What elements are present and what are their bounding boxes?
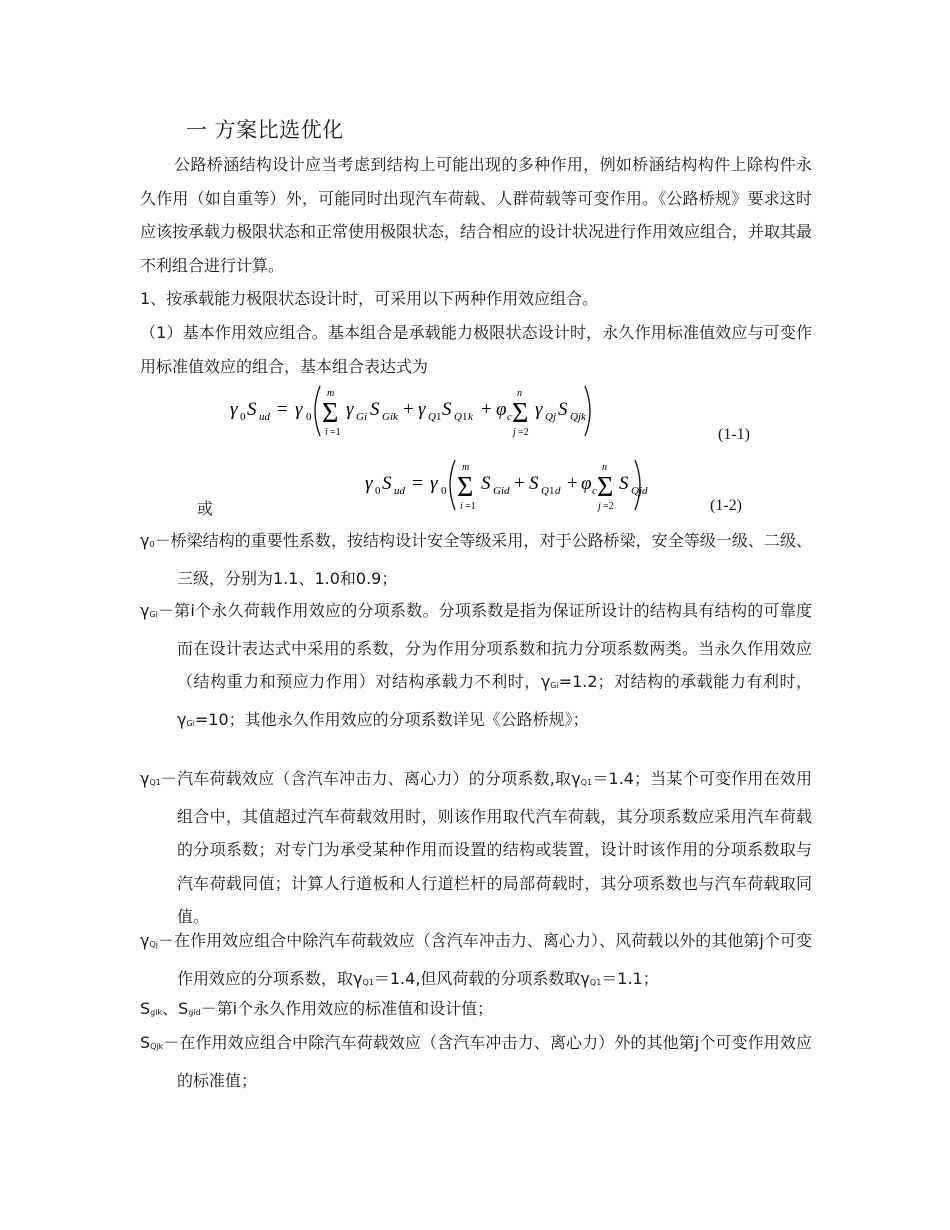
item-1-1: （1）基本作用效应组合。基本组合是承载能力极限状态设计时，永久作用标准值效应与可变作用标准值效应的组合，基本组合表达式为 <box>140 323 812 376</box>
definition-s-gik: Sgik、Sgid－第i个永久作用效应的标准值和设计值； <box>140 999 494 1018</box>
svg-text:γ: γ <box>430 473 438 494</box>
svg-text:S: S <box>619 473 629 494</box>
svg-text:0: 0 <box>240 411 246 423</box>
svg-text:c: c <box>592 485 597 497</box>
section-heading: 一 方案比选优化 <box>186 118 344 142</box>
svg-text:ud: ud <box>259 411 270 423</box>
formula-1-2-right-paren <box>632 456 646 514</box>
svg-text:γ: γ <box>418 399 426 420</box>
svg-text:1: 1 <box>462 411 468 423</box>
svg-text:+: + <box>567 473 578 494</box>
svg-text:m: m <box>462 462 470 473</box>
svg-text:γ: γ <box>535 399 543 420</box>
svg-text:0: 0 <box>441 485 447 497</box>
equation-number-1-2: (1-2) <box>710 497 742 514</box>
svg-text:Qj: Qj <box>545 411 556 423</box>
svg-text:Q: Q <box>541 485 549 497</box>
or-label: 或 <box>197 499 214 518</box>
svg-text:Qjd: Qjd <box>631 485 648 497</box>
svg-text:S: S <box>481 473 491 494</box>
svg-text:j: j <box>598 501 601 512</box>
svg-text:Σ: Σ <box>597 472 614 503</box>
formula-1-2 <box>363 456 648 514</box>
svg-text:n: n <box>517 388 522 399</box>
svg-text:Σ: Σ <box>322 398 339 429</box>
svg-text:Gid: Gid <box>493 485 510 497</box>
svg-text:=: = <box>277 399 288 420</box>
svg-text:Gi: Gi <box>356 411 367 423</box>
svg-text:S: S <box>558 399 568 420</box>
svg-text:φ: φ <box>496 399 507 420</box>
svg-text:0: 0 <box>375 485 381 497</box>
svg-text:γ: γ <box>346 399 354 420</box>
svg-text:γ: γ <box>365 473 373 494</box>
svg-text:=2: =2 <box>603 501 614 512</box>
svg-text:Σ: Σ <box>457 472 474 503</box>
svg-text:Σ: Σ <box>512 398 529 429</box>
svg-text:d: d <box>555 485 561 497</box>
svg-text:φ: φ <box>581 473 592 494</box>
definition-gamma-qj: γQj－在作用效应组合中除汽车荷载效应（含汽车冲击力、离心力）、风荷载以外的其他第j个可变作用效应的分项系数，取γQ1＝1.4,但风荷载的分项系数取γQ1＝1.1； <box>140 931 812 988</box>
svg-text:c: c <box>507 411 512 423</box>
svg-text:S: S <box>382 473 392 494</box>
svg-text:=1: =1 <box>330 427 341 438</box>
svg-text:m: m <box>327 388 335 399</box>
svg-text:S: S <box>529 473 539 494</box>
svg-text:+: + <box>403 399 414 420</box>
svg-text:+: + <box>514 473 525 494</box>
svg-text:+: + <box>481 399 492 420</box>
svg-text:=2: =2 <box>518 427 529 438</box>
svg-text:i: i <box>460 501 463 512</box>
svg-text:ud: ud <box>394 485 405 497</box>
svg-text:Q: Q <box>428 411 436 423</box>
item-1: 1、按承载能力极限状态设计时，可采用以下两种作用效应组合。 <box>140 289 599 308</box>
intro-paragraph: 公路桥涵结构设计应当考虑到结构上可能出现的多种作用，例如桥涵结构构件上除构件永久作用（如自重等）外，可能同时出现汽车荷载、人群荷载等可变作用。《公路桥规》要求这时应该按承载力极限状态和正常使用极限状态，结合相应的设计状况进行作用效应组合，并取其最不利组合进行计算。 <box>140 155 813 275</box>
svg-text:i: i <box>325 427 328 438</box>
svg-text:k: k <box>468 411 473 423</box>
svg-text:0: 0 <box>306 411 312 423</box>
svg-text:=: = <box>412 473 423 494</box>
svg-text:S: S <box>247 399 257 420</box>
svg-text:1: 1 <box>436 411 442 423</box>
equation-number-1-1: (1-1) <box>718 426 750 443</box>
definition-gamma-gi: γGi－第i个永久荷载作用效应的分项系数。分项系数是指为保证所设计的结构具有结构的可靠度而在设计表达式中采用的系数，分为作用分项系数和抗力分项系数两类。当永久作用效应（结构重力和预应力作用）对结构承载力不利时，γGi=1.2；对结构的承载能力有利时，γGi=10；其他永久作用效应的分项系数详见《公路桥规》； <box>140 601 812 729</box>
svg-text:S: S <box>442 399 452 420</box>
definition-gamma-q1: γQ1－汽车荷载效应（含汽车冲击力、离心力）的分项系数,取γQ1＝1.4；当某个可变作用在效用组合中，其值超过汽车荷载效用时，则该作用取代汽车荷载，其分项系数应采用汽车荷载的分项系数；对专门为承受某种作用而设置的结构或装置，设计时该作用的分项系数取与汽车荷载同值；计算人行道板和人行道栏杆的局部荷载时，其分项系数也与汽车荷载取同值。 <box>140 769 812 927</box>
svg-text:Gik: Gik <box>382 411 398 423</box>
formula-1-1 <box>228 382 593 440</box>
definition-gamma0: γ0－桥梁结构的重要性系数，按结构设计安全等级采用，对于公路桥梁，安全等级一级、二级、三级，分别为1.1、1.0和0.9； <box>140 531 812 588</box>
svg-text:Q: Q <box>454 411 462 423</box>
svg-text:n: n <box>602 462 607 473</box>
svg-text:Qjk: Qjk <box>570 411 586 423</box>
svg-text:=1: =1 <box>465 501 476 512</box>
svg-text:S: S <box>370 399 380 420</box>
svg-text:γ: γ <box>295 399 303 420</box>
svg-text:1: 1 <box>549 485 555 497</box>
svg-text:γ: γ <box>230 399 238 420</box>
svg-text:j: j <box>513 427 516 438</box>
definition-s-qjk: SQjk－在作用效应组合中除汽车荷载效应（含汽车冲击力、离心力）外的其他第j个可变作用效应的标准值； <box>140 1033 812 1090</box>
